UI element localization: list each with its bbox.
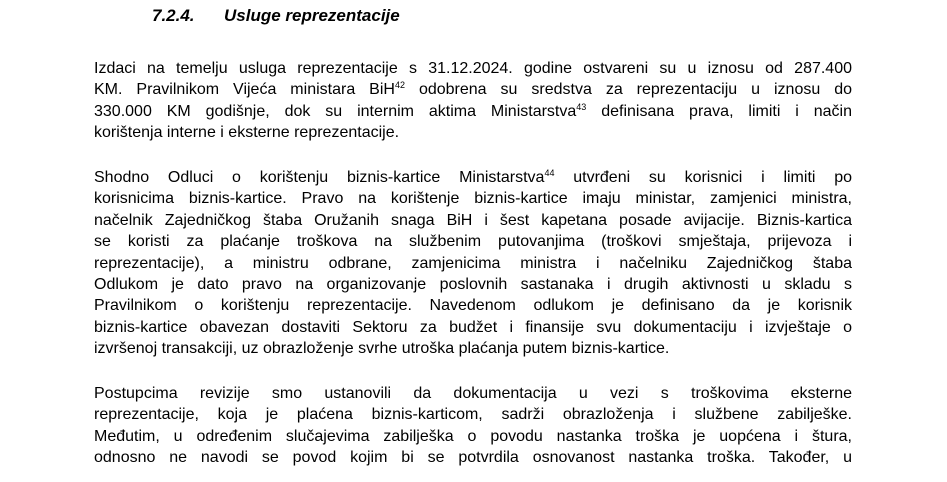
text-segment: Shodno Odluci o korištenju biznis-kartice Ministarstva [94,169,545,186]
section-title: Usluge reprezentacije [224,6,400,25]
text-line [94,188,852,209]
text-line [94,338,852,359]
text-segment: Izdaci na temelju usluga reprezentacije s 31.12.2024. godine ostvareni su u iznosu od 287.400 [94,60,852,77]
text-line [94,122,852,143]
text-line [94,317,852,338]
text-segment: načelnik Zajedničkog štaba Oružanih snaga BiH i šest kapetana posade avijacije. Biznis-kartica [94,211,852,229]
text-segment: definisana prava, limiti i način [586,102,852,120]
text-segment: 330.000 KM godišnje, dok su internim aktima Ministarstva [94,102,577,120]
text-line [94,231,852,252]
footnote-reference[interactable]: 42 [394,80,405,91]
text-segment: Postupcima revizije smo ustanovili da dokumentacija u vezi s troškovima eksterne [94,385,852,402]
footnote-reference[interactable]: 44 [544,168,555,178]
text-segment: reprezentacije, koja je plaćena biznis-karticom, sadrži obrazloženja i službene zabilješke. [94,406,852,424]
text-segment: korištenja interne i eksterne reprezentacije. [94,124,400,142]
paragraph-audit-findings [94,383,852,469]
text-segment: Međutim, u određenim slučajevima zabilješka o povodu nastanka troška je uopćena i štura, [94,427,852,445]
section-heading [152,6,400,26]
text-line [94,79,852,100]
text-line [94,167,852,188]
text-segment: odobrena su sredstva za reprezentaciju u iznosu do [404,81,852,99]
text-line [94,447,852,468]
text-segment: korisnicima biznis-kartice. Pravo na korištenje biznis-kartice imaju ministar, zamjenici ministra, [94,190,852,208]
paragraph-business-card-decision [94,167,852,360]
text-segment: Odlukom je dato pravo na organizovanje poslovnih sastanaka i drugih aktivnosti u skladu s [94,275,852,293]
text-line [94,101,852,122]
section-number: 7.2.4. [152,6,195,25]
text-segment: biznis-kartice obavezan dostaviti Sektoru za budžet i finansije svu dokumentaciju i izvještaje o [94,318,852,336]
text-segment: Pravilnikom o korištenju reprezentacije. Navedenom odlukom je definisano da je korisnik [94,297,852,315]
text-segment: utvrđeni su korisnici i limiti po [554,169,852,186]
footnote-reference[interactable]: 43 [576,101,587,112]
text-line [94,58,852,79]
text-line [94,210,852,231]
text-line [94,274,852,295]
text-segment: odnosno ne navodi se povod kojim bi se potvrdila osnovanost nastanka troška. Također, u [94,449,852,467]
paragraph-representation-expenses [94,58,852,144]
text-segment: izvršenoj transakciji, uz obrazloženje svrhe utroška plaćanja putem biznis-kartice. [94,340,670,358]
text-line [94,295,852,316]
text-segment: se koristi za plaćanje troškova na službenim putovanjima (troškovi smještaja, prijevoza i [94,233,852,251]
text-line [94,426,852,447]
text-line [94,404,852,425]
text-line [94,383,852,404]
text-line [94,253,852,274]
text-segment: reprezentacije), a ministru odbrane, zamjenicima ministra i načelniku Zajedničkog štaba [94,254,852,272]
text-segment: KM. Pravilnikom Vijeća ministara BiH [94,81,395,99]
